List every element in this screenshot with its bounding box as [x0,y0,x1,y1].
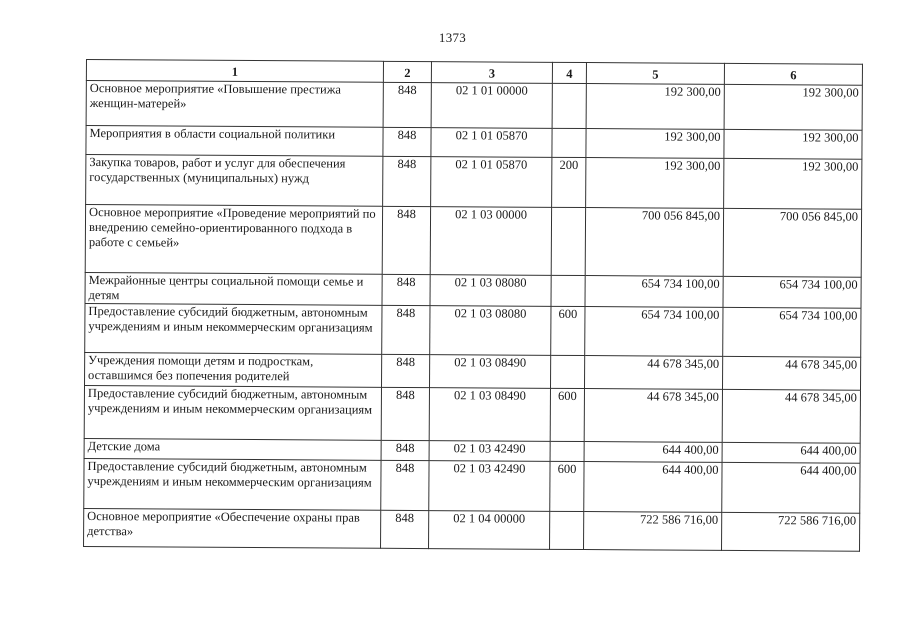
budget-table [83,59,863,552]
table-body [84,81,863,552]
cell-name: Основное мероприятие «Повышение престижа женщин-матерей» [86,81,383,128]
column-header: 6 [724,63,862,85]
cell-sum-2: 192 300,00 [724,158,862,209]
cell-sum-1: 644 400,00 [584,442,722,463]
cell-vr: 600 [550,461,584,511]
table-row [85,272,861,308]
table-row [84,385,860,443]
column-header: 4 [552,62,586,83]
cell-csr: 02 1 03 42490 [429,461,550,512]
column-header: 3 [431,62,552,84]
cell-csr: 02 1 03 08490 [429,355,550,389]
cell-sum-1: 654 734 100,00 [585,276,723,308]
cell-sum-1: 192 300,00 [586,129,724,159]
cell-name: Мероприятия в области социальной политики [86,126,383,157]
cell-name: Межрайонные центры социальной помощи семье и детям [85,272,382,305]
cell-grbs: 848 [383,127,431,156]
cell-vr [552,128,586,157]
cell-grbs: 848 [381,460,429,510]
cell-vr [552,83,586,128]
cell-vr: 600 [551,306,585,355]
cell-vr [550,355,584,388]
cell-sum-2: 644 400,00 [722,442,860,463]
cell-sum-2: 700 056 845,00 [723,208,861,277]
cell-csr: 02 1 03 08490 [429,388,550,442]
table-row [86,81,862,131]
cell-sum-1: 654 734 100,00 [585,307,723,357]
cell-sum-2: 44 678 345,00 [722,389,860,443]
cell-sum-1: 44 678 345,00 [584,356,722,390]
cell-csr: 02 1 03 42490 [429,441,550,462]
cell-grbs: 848 [382,354,430,387]
cell-grbs: 848 [381,440,429,460]
cell-grbs: 848 [382,206,430,274]
cell-sum-2: 44 678 345,00 [722,356,860,390]
cell-name: Основное мероприятие «Обеспечение охраны прав детства» [84,508,381,548]
cell-vr: 600 [550,388,584,441]
cell-csr: 02 1 01 00000 [431,83,552,129]
cell-grbs: 848 [381,387,429,440]
cell-name: Предоставление субсидий бюджетным, автономным учреждениям и иным некоммерческим организациям [84,458,381,510]
column-header: 2 [383,61,431,82]
table-row [86,155,862,210]
cell-vr [551,275,585,306]
cell-sum-1: 644 400,00 [584,462,722,513]
cell-grbs: 848 [382,274,430,305]
cell-sum-1: 44 678 345,00 [584,389,722,443]
table-row [85,303,861,357]
cell-name: Предоставление субсидий бюджетным, автономным учреждениям и иным некоммерческим организациям [84,385,381,440]
cell-vr: 200 [552,157,586,207]
page-number: 1373 [438,30,467,45]
cell-sum-1: 722 586 716,00 [584,512,722,551]
cell-vr [550,511,584,549]
cell-csr: 02 1 03 08080 [430,306,551,356]
cell-csr: 02 1 04 00000 [429,511,550,550]
cell-sum-2: 722 586 716,00 [722,512,860,551]
table-row [84,458,860,513]
cell-name: Детские дома [84,438,381,460]
table-row [85,205,861,278]
cell-csr: 02 1 03 08080 [430,275,551,307]
cell-name: Учреждения помощи детям и подросткам, оставшимся без попечения родителей [85,352,382,387]
cell-sum-2: 192 300,00 [724,129,862,159]
column-header: 5 [586,63,724,85]
cell-grbs: 848 [383,82,431,127]
table-row [84,508,860,551]
cell-vr [551,207,585,275]
cell-sum-2: 192 300,00 [724,84,862,130]
cell-sum-1: 192 300,00 [586,158,724,209]
column-header: 1 [86,60,383,83]
cell-sum-2: 644 400,00 [722,462,860,513]
cell-vr [550,441,584,461]
cell-sum-1: 700 056 845,00 [585,208,723,277]
cell-grbs: 848 [381,510,429,548]
cell-csr: 02 1 03 00000 [430,207,551,276]
table-row [85,352,861,390]
cell-csr: 02 1 01 05870 [431,128,552,158]
table-row [86,126,862,160]
cell-grbs: 848 [382,305,430,354]
cell-name: Предоставление субсидий бюджетным, автономным учреждениям и иным некоммерческим организациям [85,303,382,354]
cell-name: Закупка товаров, работ и услуг для обеспечения государственных (муниципальных) нужд [86,155,383,207]
cell-csr: 02 1 01 05870 [431,157,552,208]
cell-sum-2: 654 734 100,00 [723,276,861,308]
cell-sum-1: 192 300,00 [586,84,724,130]
cell-grbs: 848 [383,156,431,206]
cell-sum-2: 654 734 100,00 [723,307,861,357]
cell-name: Основное мероприятие «Проведение мероприятий по внедрению семейно-ориентированного подхода в работе с семьей» [85,205,382,275]
